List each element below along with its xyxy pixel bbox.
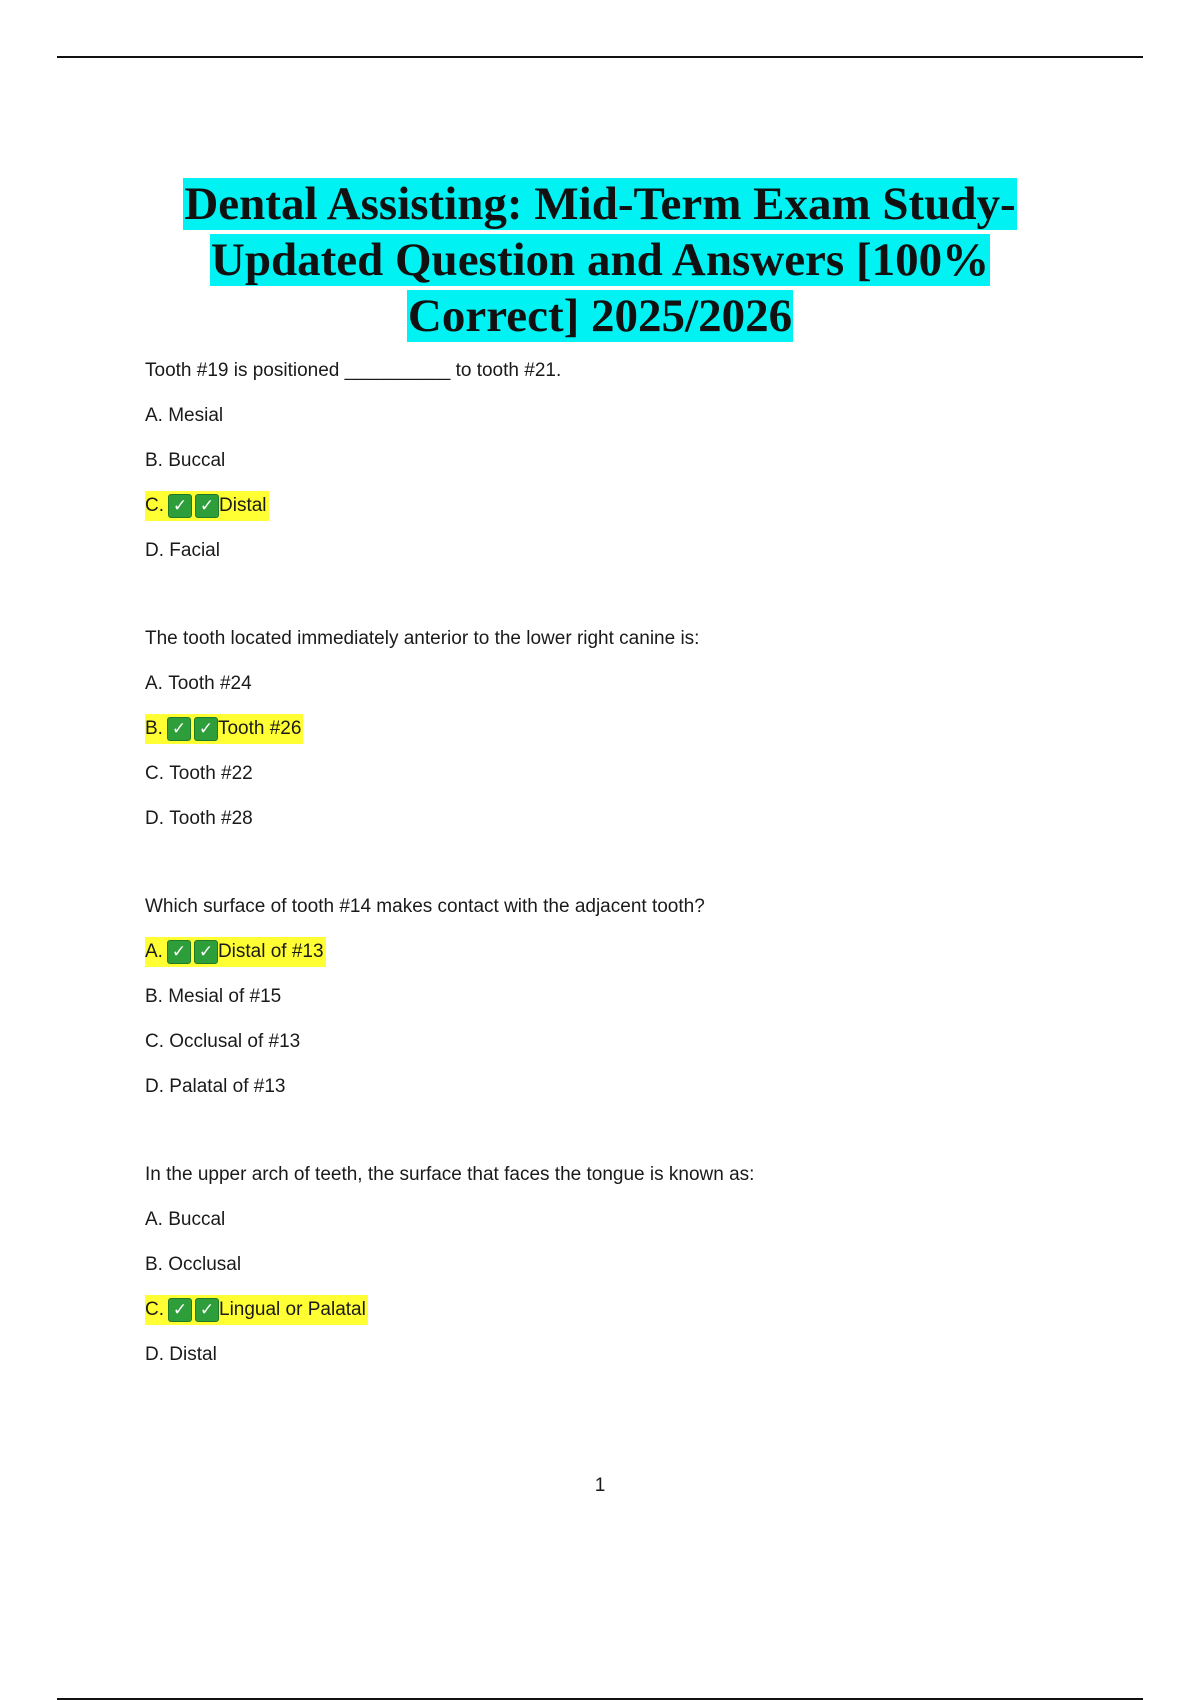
document-title [0, 176, 1200, 344]
question-block-4 [145, 1162, 1105, 1368]
option-text: Tooth #22 [169, 763, 253, 784]
answer-highlight [145, 1295, 368, 1325]
option-text: Mesial of #15 [168, 986, 282, 1007]
option-letter: D. [145, 808, 164, 829]
question-text: In the upper arch of teeth, the surface that faces the tongue is known as: [145, 1164, 755, 1185]
answer-highlight [145, 714, 303, 744]
option-text: Distal of #13 [217, 941, 324, 962]
answer-option-d [145, 1342, 1105, 1368]
option-text: Buccal [168, 1209, 226, 1230]
option-letter: B. [145, 718, 163, 739]
option-text: Facial [169, 540, 220, 561]
option-text: Lingual or Palatal [219, 1299, 366, 1320]
option-letter: C. [145, 1299, 164, 1320]
option-letter: B. [145, 450, 163, 471]
option-text: Tooth #28 [169, 808, 253, 829]
option-letter: C. [145, 495, 164, 516]
option-letter: A. [145, 1209, 163, 1230]
correct-answer-option [145, 939, 1105, 965]
option-letter: C. [145, 1031, 164, 1052]
check-mark-icon: ✓ [168, 494, 192, 518]
title-line-3: Correct] 2025/2026 [407, 290, 793, 343]
check-mark-icon: ✓ [167, 717, 191, 741]
answer-highlight [145, 937, 326, 967]
title-line-1: Dental Assisting: Mid-Term Exam Study- [184, 178, 1016, 231]
answer-option-d [145, 806, 1105, 832]
page-number: 1 [594, 1475, 606, 1496]
title-line-2: Updated Question and Answers [100% [210, 234, 990, 287]
answer-option-c [145, 1029, 1105, 1055]
correct-answer-option [145, 493, 1105, 519]
check-mark-icon: ✓ [168, 1298, 192, 1322]
check-mark-icon: ✓ [194, 717, 218, 741]
option-letter: A. [145, 673, 163, 694]
check-mark-icon: ✓ [195, 494, 219, 518]
check-mark-icon: ✓ [194, 940, 218, 964]
question-block-1 [145, 358, 1105, 564]
question-block-3 [145, 894, 1105, 1100]
correct-answer-option [145, 1297, 1105, 1323]
option-text: Occlusal [168, 1254, 242, 1275]
answer-option-a [145, 1207, 1105, 1233]
check-mark-icon: ✓ [195, 1298, 219, 1322]
option-letter: B. [145, 986, 163, 1007]
question-text: Which surface of tooth #14 makes contact with the adjacent tooth? [145, 896, 705, 917]
option-text: Tooth #24 [168, 673, 252, 694]
option-text: Distal [169, 1344, 217, 1365]
correct-answer-option [145, 716, 1105, 742]
option-text: Palatal of #13 [169, 1076, 286, 1097]
option-letter: A. [145, 941, 163, 962]
answer-option-d [145, 538, 1105, 564]
option-letter: B. [145, 1254, 163, 1275]
answer-highlight [145, 491, 269, 521]
question-text: The tooth located immediately anterior to the lower right canine is: [145, 628, 700, 649]
option-text: Mesial [168, 405, 224, 426]
option-text: Tooth #26 [217, 718, 302, 739]
question-text: Tooth #19 is positioned __________ to tooth #21. [145, 360, 562, 381]
option-text: Distal [219, 495, 267, 516]
option-letter: D. [145, 1344, 164, 1365]
option-text: Occlusal of #13 [169, 1031, 301, 1052]
option-letter: C. [145, 763, 164, 784]
question-list [145, 358, 1105, 1430]
answer-option-b [145, 984, 1105, 1010]
option-letter: D. [145, 540, 164, 561]
check-mark-icon: ✓ [167, 940, 191, 964]
answer-option-b [145, 448, 1105, 474]
option-text: Buccal [168, 450, 226, 471]
option-letter: A. [145, 405, 163, 426]
option-letter: D. [145, 1076, 164, 1097]
answer-option-d [145, 1074, 1105, 1100]
answer-option-a [145, 671, 1105, 697]
answer-option-b [145, 1252, 1105, 1278]
top-rule [57, 56, 1143, 58]
answer-option-a [145, 403, 1105, 429]
answer-option-c [145, 761, 1105, 787]
question-block-2 [145, 626, 1105, 832]
